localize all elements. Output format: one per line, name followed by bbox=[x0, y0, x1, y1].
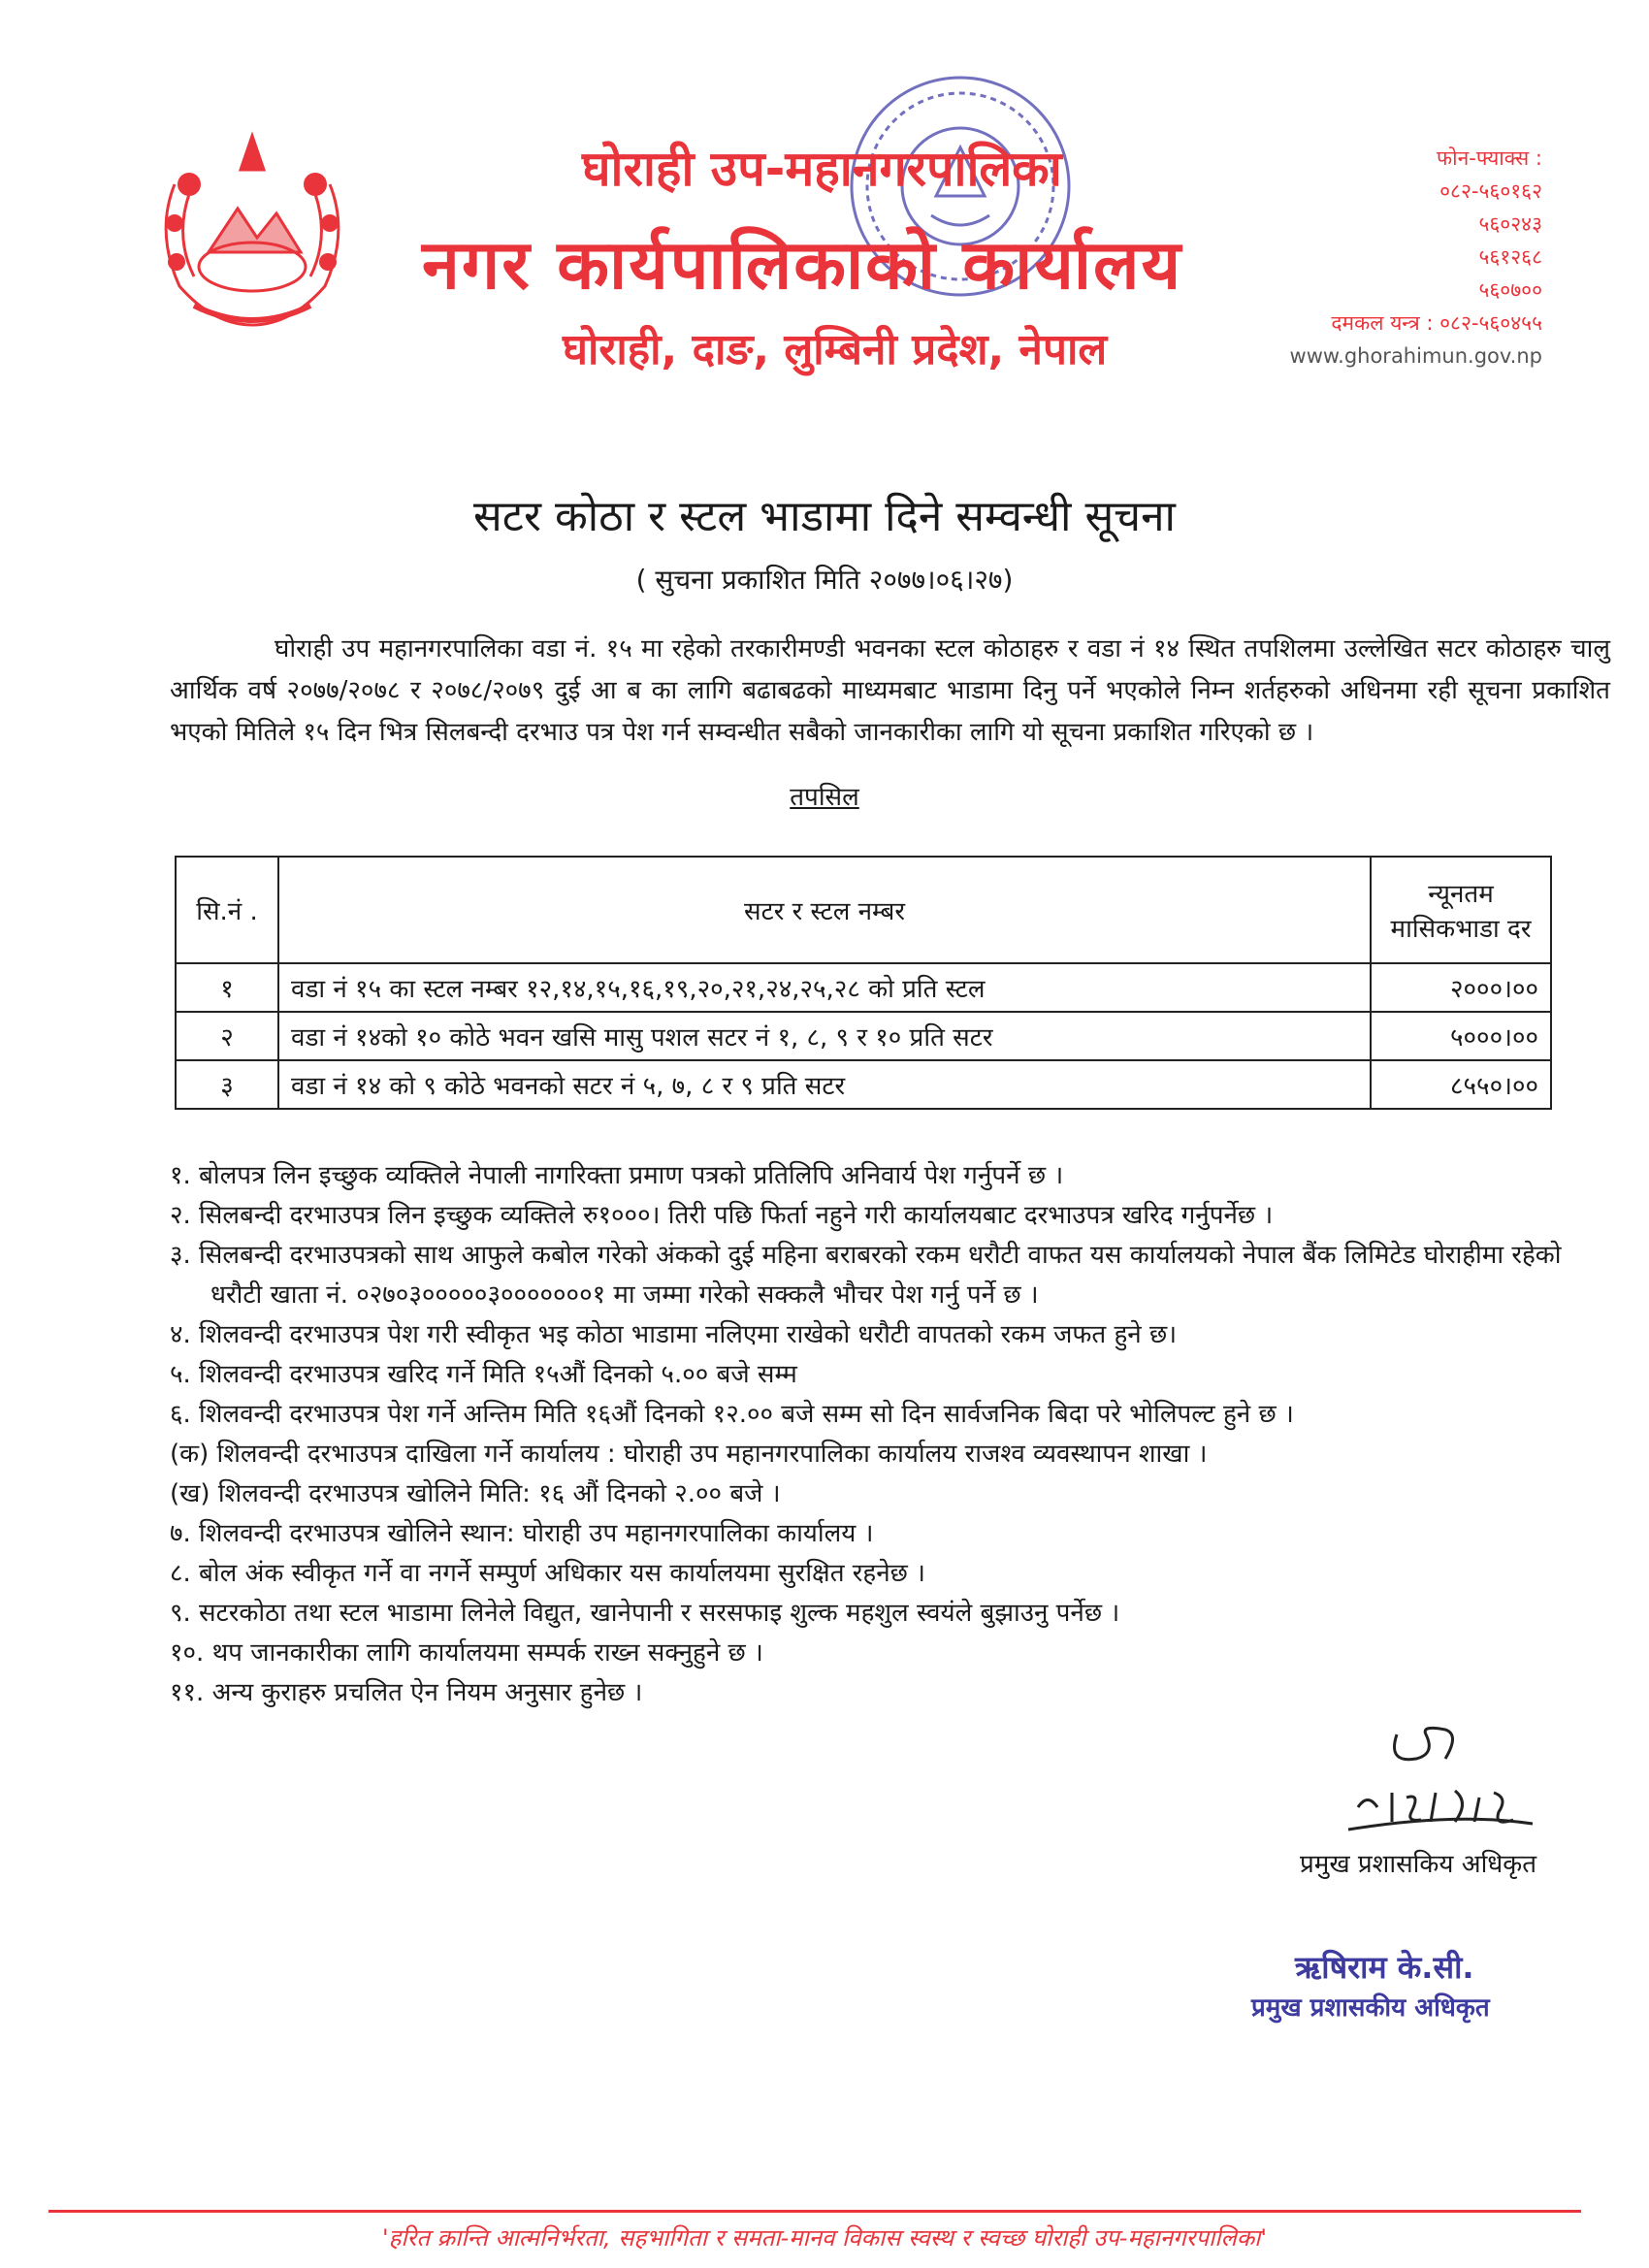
office-address: घोराही, दाङ, लुम्बिनी प्रदेश, नेपाल bbox=[563, 325, 1108, 374]
table-header-row bbox=[176, 857, 1551, 963]
terms-list bbox=[170, 1156, 1620, 1713]
term-item: (ख) शिलवन्दी दरभाउपत्र खोलिने मिति: १६ औं दिनको २.०० बजे । bbox=[170, 1479, 781, 1508]
office-name: नगर कार्यपालिकाको कार्यालय bbox=[422, 225, 1183, 305]
footer-slogan: 'हरित क्रान्ति आत्मनिर्भरता, सहभागिता र समता-मानव विकास स्वस्थ र स्वच्छ घोराही उप-महानगरपालिका' bbox=[382, 2224, 1267, 2252]
row-serial: १ bbox=[176, 963, 278, 1012]
stamp-officer-name: ऋषिराम के.सी. bbox=[1295, 1949, 1474, 1986]
col-serial: सि.नं . bbox=[176, 857, 278, 963]
term-item: ११. अन्य कुराहरु प्रचलित ऐन नियम अनुसार हुनेछ । bbox=[170, 1678, 643, 1707]
phone-fax-label: फोन-फ्याक्स : bbox=[1436, 146, 1542, 170]
notice-body: घोराही उप महानगरपालिका वडा नं. १५ मा रहेको तरकारीमण्डी भवनका स्टल कोठाहरु र वडा नं १४ स्थित तपशिलमा उल्लेखित सटर कोठाहरु चालु आर्थिक वर्ष २०७७/२०७८ र २०७८/२०७९ दुई आ ब का लागि बढाबढको माध्यमबाट भाडामा दिनु पर्ने भएकोले निम्न शर्तहरुको अधिनमा रही सूचना प्रकाशित भएको मितिले १५ दिन भित्र सिलबन्दी दरभाउ पत्र पेश गर्न सम्वन्धीत सबैको जानकारीका लागि यो सूचना प्रकाशित गरिएको छ । bbox=[170, 634, 1610, 747]
stamp-officer-title: प्रमुख प्रशासकीय अधिकृत bbox=[1251, 1993, 1490, 2023]
row-description: वडा नं १४ को ९ कोठे भवनको सटर नं ५, ७, ८ र ९ प्रति सटर bbox=[278, 1060, 1371, 1109]
term-item: ५. शिलवन्दी दरभाउपत्र खरिद गर्ने मिति १५औं दिनको ५.०० बजे सम्म bbox=[170, 1360, 797, 1389]
row-serial: ३ bbox=[176, 1060, 278, 1109]
table-row bbox=[176, 963, 1551, 1012]
nepal-emblem-icon bbox=[136, 116, 369, 340]
term-item: ९. सटरकोठा तथा स्टल भाडामा लिनेले विद्युत, खानेपानी र सरसफाइ शुल्क महशुल स्वयंले बुझाउनु पर्नेछ । bbox=[170, 1599, 1120, 1628]
rent-rate-table bbox=[175, 856, 1552, 1110]
term-item: २. सिलबन्दी दरभाउपत्र लिन इच्छुक व्यक्तिले रु१०००। तिरी पछि फिर्ता नहुने गरी कार्यालयबाट दरभाउपत्र खरिद गर्नुपर्नेछ । bbox=[170, 1201, 1274, 1230]
row-description: वडा नं १५ का स्टल नम्बर १२,१४,१५,१६,१९,२०,२१,२४,२५,२८ को प्रति स्टल bbox=[278, 963, 1371, 1012]
notice-publish-date: ( सुचना प्रकाशित मिति २०७७।०६।२७) bbox=[635, 564, 1014, 596]
term-item: ४. शिलवन्दी दरभाउपत्र पेश गरी स्वीकृत भइ कोठा भाडामा नलिएमा राखेको धरौटी वापतको रकम जफत हुने छ। bbox=[170, 1320, 1178, 1349]
col-min-rent: न्यूनतम मासिकभाडा दर bbox=[1371, 857, 1551, 963]
handwritten-signature-icon bbox=[1300, 1715, 1571, 1851]
table-row bbox=[176, 1012, 1551, 1060]
contact-block bbox=[1251, 142, 1542, 373]
term-item: ३. सिलबन्दी दरभाउपत्रको साथ आफुले कबोल गरेको अंकको दुई महिना बराबरको रकम धरौटी वाफत यस कार्यालयको नेपाल बैंक लिमिटेड घोराहीमा रहेको धरौटी खाता नं. ०२७०३०००००३०००००००१ मा जम्मा गरेको सक्कलै भौचर पेश गर्नु पर्ने छ । bbox=[170, 1241, 1562, 1310]
col-description: सटर र स्टल नम्बर bbox=[278, 857, 1371, 963]
notice-title: सटर कोठा र स्टल भाडामा दिने सम्वन्धी सूचना bbox=[473, 492, 1176, 541]
term-item: १. बोलपत्र लिन इच्छुक व्यक्तिले नेपाली नागरिक्ता प्रमाण पत्रको प्रतिलिपि अनिवार्य पेश गर्नुपर्ने छ । bbox=[170, 1161, 1064, 1190]
alarm-number: दमकल यन्त्र : ०८२-५६०४५५ bbox=[1331, 311, 1542, 335]
row-rate: ८५५०।०० bbox=[1371, 1060, 1551, 1109]
phone-number: ०८२-५६०१६२ bbox=[1439, 179, 1542, 203]
phone-number: ५६०७०० bbox=[1478, 278, 1542, 302]
row-serial: २ bbox=[176, 1012, 278, 1060]
footer-divider bbox=[48, 2210, 1581, 2213]
term-item: ८. बोल अंक स्वीकृत गर्ने वा नगर्ने सम्पुर्ण अधिकार यस कार्यालयमा सुरक्षित रहनेछ । bbox=[170, 1559, 925, 1588]
term-item: ७. शिलवन्दी दरभाउपत्र खोलिने स्थान: घोराही उप महानगरपालिका कार्यालय । bbox=[170, 1519, 874, 1548]
municipality-name: घोराही उप-महानगरपालिका bbox=[582, 141, 1062, 197]
term-item: १०. थप जानकारीका लागि कार्यालयमा सम्पर्क राख्न सक्नुहुने छ । bbox=[170, 1638, 763, 1668]
website-link[interactable]: www.ghorahimun.gov.np bbox=[1289, 344, 1542, 368]
table-row bbox=[176, 1060, 1551, 1109]
row-rate: ५०००।०० bbox=[1371, 1012, 1551, 1060]
term-item: ६. शिलवन्दी दरभाउपत्र पेश गर्ने अन्तिम मिति १६औं दिनको १२.०० बजे सम्म सो दिन सार्वजनिक बिदा परे भोलिपल्ट हुने छ । bbox=[170, 1400, 1294, 1429]
term-item: (क) शिलवन्दी दरभाउपत्र दाखिला गर्ने कार्यालय : घोराही उप महानगरपालिका कार्यालय राजश्व व्यवस्थापन शाखा । bbox=[170, 1440, 1208, 1469]
phone-number: ५६१२६८ bbox=[1478, 245, 1542, 269]
details-heading: तपसिल bbox=[790, 783, 859, 812]
signatory-title: प्रमुख प्रशासकिय अधिकृत bbox=[1300, 1850, 1537, 1879]
row-description: वडा नं १४को १० कोठे भवन खसि मासु पशल सटर नं १, ८, ९ र १० प्रति सटर bbox=[278, 1012, 1371, 1060]
phone-number: ५६०२४३ bbox=[1478, 212, 1542, 236]
row-rate: २०००।०० bbox=[1371, 963, 1551, 1012]
